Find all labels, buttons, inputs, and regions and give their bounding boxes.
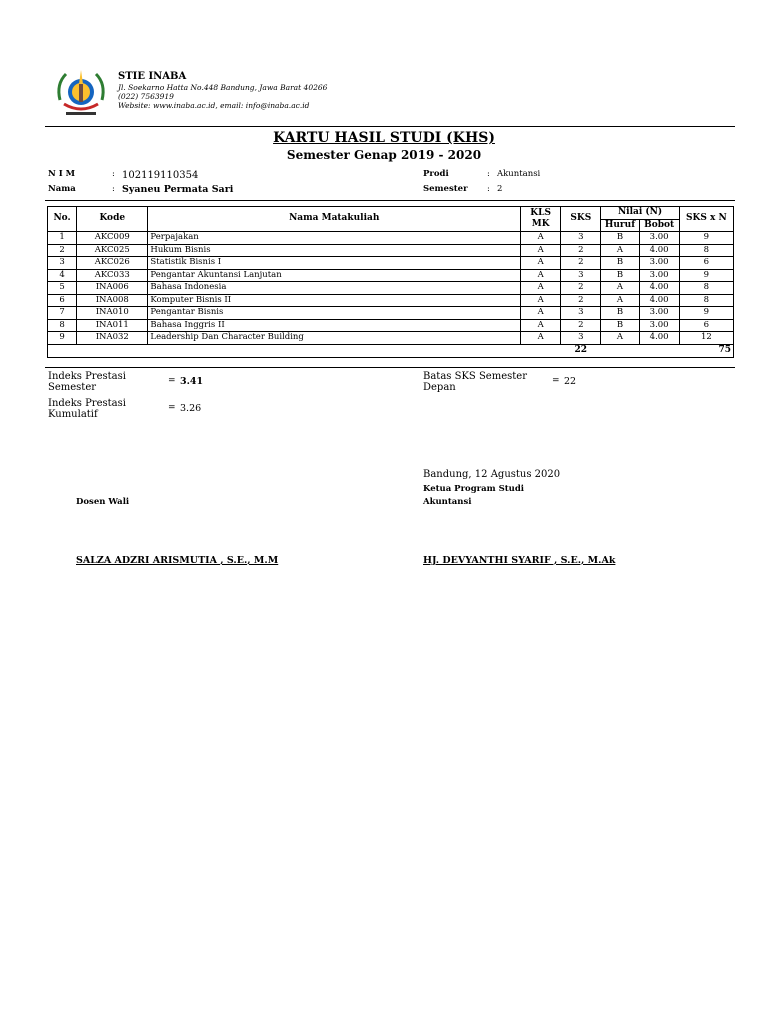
cell-sks: 2 <box>561 257 601 270</box>
header-sks: SKS <box>561 207 601 232</box>
header-nilai: Nilai (N) <box>601 207 679 220</box>
header-nama: Nama Matakuliah <box>148 207 521 232</box>
header-divider <box>45 126 735 127</box>
batas-eq: = <box>552 376 560 386</box>
cell-bobot: 3.00 <box>639 232 679 245</box>
table-row <box>48 257 734 270</box>
semester-label: Semester <box>423 184 468 194</box>
institution-phone: (022) 7563919 <box>118 92 174 101</box>
institution-website: Website: www.inaba.ac.id, email: info@inaba.ac.id <box>118 101 310 110</box>
ips-label: Indeks Prestasi Semester <box>48 371 126 393</box>
nim-colon: : <box>112 169 115 179</box>
cell-kls: A <box>521 244 561 257</box>
header-huruf: Huruf <box>601 219 639 232</box>
cell-bobot: 3.00 <box>639 257 679 270</box>
ketua-title: Ketua Program Studi <box>423 484 525 494</box>
cell-kls: A <box>521 319 561 332</box>
cell-kode: INA006 <box>77 282 148 295</box>
inaba-logo-icon <box>52 62 110 120</box>
cell-kode: AKC009 <box>77 232 148 245</box>
cell-no: 8 <box>48 319 77 332</box>
table-row <box>48 332 734 345</box>
header-no: No. <box>48 207 77 232</box>
cell-nama: Leadership Dan Character Building <box>148 332 521 345</box>
cell-sks: 2 <box>561 294 601 307</box>
cell-huruf: B <box>601 307 639 320</box>
cell-kls: A <box>521 307 561 320</box>
cell-sks: 3 <box>561 332 601 345</box>
cell-nama: Pengantar Akuntansi Lanjutan <box>148 269 521 282</box>
cell-huruf: B <box>601 257 639 270</box>
cell-kode: INA032 <box>77 332 148 345</box>
dosen-wali-name: SALZA ADZRI ARISMUTIA , S.E., M.M <box>76 555 279 566</box>
table-row <box>48 244 734 257</box>
header-sksxn: SKS x N <box>679 207 733 232</box>
ips-value: 3.41 <box>180 376 204 387</box>
cell-sks: 2 <box>561 282 601 295</box>
header-bobot: Bobot <box>639 219 679 232</box>
batas-sks-value: 22 <box>564 376 577 387</box>
name-colon: : <box>112 184 115 194</box>
cell-no: 6 <box>48 294 77 307</box>
document-title: KARTU HASIL STUDI (KHS) <box>273 130 495 146</box>
header-kls: KLS MK <box>521 207 561 232</box>
cell-sksxn: 8 <box>679 282 733 295</box>
name-label: Nama <box>48 184 76 194</box>
cell-no: 2 <box>48 244 77 257</box>
table-row <box>48 307 734 320</box>
table-bottom-divider <box>45 367 735 368</box>
cell-kode: AKC033 <box>77 269 148 282</box>
cell-huruf: B <box>601 269 639 282</box>
cell-bobot: 4.00 <box>639 332 679 345</box>
table-row <box>48 319 734 332</box>
cell-huruf: A <box>601 244 639 257</box>
cell-bobot: 3.00 <box>639 269 679 282</box>
cell-no: 5 <box>48 282 77 295</box>
cell-no: 3 <box>48 257 77 270</box>
cell-huruf: A <box>601 282 639 295</box>
cell-huruf: A <box>601 332 639 345</box>
cell-nama: Komputer Bisnis II <box>148 294 521 307</box>
total-row <box>48 344 734 357</box>
batas-sks-label: Batas SKS Semester Depan <box>423 371 527 393</box>
cell-bobot: 4.00 <box>639 244 679 257</box>
cell-kls: A <box>521 294 561 307</box>
total-sksxn: 75 <box>679 344 733 357</box>
total-spacer-2 <box>601 344 679 357</box>
table-header-row <box>48 207 734 220</box>
cell-sksxn: 9 <box>679 232 733 245</box>
cell-bobot: 3.00 <box>639 307 679 320</box>
prodi-label: Prodi <box>423 169 449 179</box>
table-row <box>48 232 734 245</box>
nim-label: N I M <box>48 169 76 179</box>
cell-nama: Pengantar Bisnis <box>148 307 521 320</box>
cell-kode: AKC026 <box>77 257 148 270</box>
cell-sks: 2 <box>561 319 601 332</box>
table-row <box>48 269 734 282</box>
institution-address: Jl. Soekarno Hatta No.448 Bandung, Jawa Barat 40266 <box>118 83 328 92</box>
place-date: Bandung, 12 Agustus 2020 <box>423 469 561 480</box>
institution-name: STIE INABA <box>118 71 187 82</box>
cell-sks: 3 <box>561 232 601 245</box>
cell-nama: Bahasa Inggris II <box>148 319 521 332</box>
table-row <box>48 294 734 307</box>
cell-sksxn: 8 <box>679 244 733 257</box>
ketua-name: HJ. DEVYANTHI SYARIF , S.E., M.Ak <box>423 555 616 566</box>
header-kode: Kode <box>77 207 148 232</box>
total-spacer <box>48 344 561 357</box>
cell-bobot: 3.00 <box>639 319 679 332</box>
semester-colon: : <box>487 184 490 194</box>
cell-sks: 2 <box>561 244 601 257</box>
cell-nama: Perpajakan <box>148 232 521 245</box>
cell-kode: AKC025 <box>77 244 148 257</box>
cell-kode: INA010 <box>77 307 148 320</box>
cell-kode: INA011 <box>77 319 148 332</box>
ips-eq: = <box>168 376 176 386</box>
cell-huruf: B <box>601 319 639 332</box>
total-sks: 22 <box>561 344 601 357</box>
ipk-eq: = <box>168 403 176 413</box>
ipk-label: Indeks Prestasi Kumulatif <box>48 398 126 420</box>
prodi-colon: : <box>487 169 490 179</box>
cell-no: 9 <box>48 332 77 345</box>
semester-subtitle: Semester Genap 2019 - 2020 <box>286 148 482 162</box>
student-name: Syaneu Permata Sari <box>122 184 234 195</box>
dosen-wali-title: Dosen Wali <box>76 497 130 507</box>
cell-no: 4 <box>48 269 77 282</box>
cell-kls: A <box>521 282 561 295</box>
nim-value: 102119110354 <box>122 170 199 181</box>
cell-kls: A <box>521 269 561 282</box>
cell-sksxn: 12 <box>679 332 733 345</box>
cell-sks: 3 <box>561 307 601 320</box>
ipk-value: 3.26 <box>180 403 202 414</box>
cell-kls: A <box>521 332 561 345</box>
cell-huruf: B <box>601 232 639 245</box>
cell-sks: 3 <box>561 269 601 282</box>
cell-kls: A <box>521 257 561 270</box>
prodi-value: Akuntansi <box>497 169 541 179</box>
grades-table <box>47 206 734 358</box>
cell-huruf: A <box>601 294 639 307</box>
semester-value: 2 <box>497 184 503 194</box>
cell-bobot: 4.00 <box>639 282 679 295</box>
cell-nama: Bahasa Indonesia <box>148 282 521 295</box>
info-divider <box>45 200 735 201</box>
cell-sksxn: 9 <box>679 307 733 320</box>
cell-kls: A <box>521 232 561 245</box>
cell-nama: Hukum Bisnis <box>148 244 521 257</box>
cell-bobot: 4.00 <box>639 294 679 307</box>
cell-sksxn: 9 <box>679 269 733 282</box>
cell-sksxn: 8 <box>679 294 733 307</box>
cell-sksxn: 6 <box>679 319 733 332</box>
table-row <box>48 282 734 295</box>
cell-sksxn: 6 <box>679 257 733 270</box>
cell-kode: INA008 <box>77 294 148 307</box>
ketua-prodi: Akuntansi <box>423 497 472 507</box>
cell-nama: Statistik Bisnis I <box>148 257 521 270</box>
cell-no: 1 <box>48 232 77 245</box>
cell-no: 7 <box>48 307 77 320</box>
